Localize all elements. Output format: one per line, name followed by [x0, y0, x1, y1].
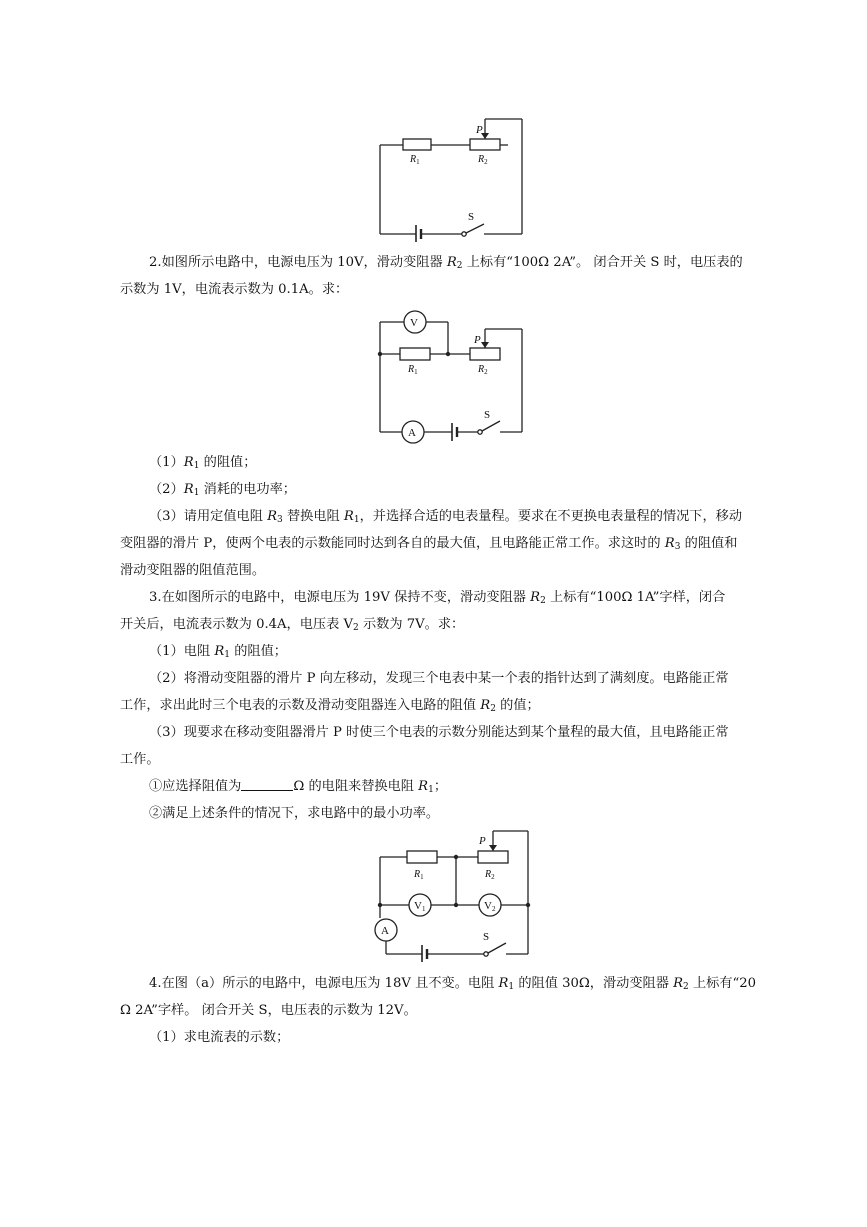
q4-sub1: （1）求电流表的示数； — [149, 1030, 290, 1045]
q3-sub1: （1）电阻 $R_1$ 的阻值； — [149, 644, 287, 660]
ammeter-label: A — [381, 925, 389, 937]
answer-blank — [241, 778, 293, 791]
label-p: P — [479, 835, 486, 847]
slider-arrow-icon — [489, 845, 497, 851]
circuit-diagram-1 — [372, 112, 532, 242]
junction-node — [454, 903, 458, 907]
label-r2: $R_2$ — [478, 364, 488, 376]
q2-sub2: $(2)R_1$ 消耗的电功率； — [149, 482, 296, 498]
label-r1: $R_1$ — [408, 364, 418, 376]
circuit-diagram-2 — [372, 305, 532, 445]
junction-node — [526, 903, 530, 907]
q3-sub3: （3）现要求在移动变阻器滑片 P 时使三个电表的示数分别能达到某个量程的最大值，且电路能正常 工作。 — [120, 725, 729, 767]
junction-node — [378, 352, 382, 356]
q2-stem: 2.如图所示电路中，电源电压为 10V，滑动变阻器 $R_2$ 上标有“100Ω 2A”。 闭合开关 S 时，电压表的 示数为 1V，电流表示数为 0.1A。求： — [120, 255, 743, 297]
label-r1: $R_1$ — [414, 869, 424, 881]
slider-arrow-icon — [481, 342, 489, 348]
label-r2: $R_2$ — [485, 869, 495, 881]
q3-sub2: （2）将滑动变阻器的滑片 P 向左移动，发现三个电表中某一个表的指针达到了满刻度。电路能正常 工作，求出此时三个电表的示数及滑动变阻器连入电路的阻值 $R_2$ 的值； — [120, 671, 729, 714]
label-s: S — [483, 931, 490, 943]
circuit-diagram-3 — [366, 827, 541, 962]
q4-stem: 4.在图（a）所示的电路中，电源电压为 18V 且不变。电阻 $R_1$ 的阻值 30Ω，滑动变阻器 $R_2$ 上标有“20 Ω 2A”字样。 闭合开关 S，电压表的示数为 12V。 — [120, 976, 757, 1018]
q3-choice1: ①应选择阻值为 Ω 的电阻来替换电阻 $R_1$； — [149, 779, 447, 795]
label-p: P — [476, 124, 483, 136]
label-s: S — [484, 409, 491, 421]
q3-stem: 3.在如图所示的电路中，电源电压为 19V 保持不变，滑动变阻器 $R_2$ 上标有“100Ω 1A”字样，闭合 开关后，电流表示数为 0.4A，电压表 $V_2$ 示数为 7V。求： — [120, 590, 726, 633]
ammeter-label: A — [408, 427, 416, 439]
circuit-2-svg — [372, 305, 532, 445]
junction-node — [446, 352, 450, 356]
voltmeter-2-label: V2 — [484, 900, 496, 913]
q2-sub1: $(1)R_1$ 的阻值； — [149, 455, 257, 471]
voltmeter-label: V — [410, 317, 418, 329]
circuit-1-svg — [372, 112, 532, 242]
q3-choice2: ②满足上述条件的情况下，求电路中的最小功率。 — [149, 806, 440, 821]
circuit-3-svg — [366, 827, 541, 962]
junction-node — [454, 855, 458, 859]
label-s: S — [468, 211, 475, 223]
junction-node — [378, 903, 382, 907]
label-r1: $R_1$ — [410, 154, 420, 166]
voltmeter-1-label: V1 — [414, 900, 426, 913]
q2-sub3: （3）请用定值电阻 $R_3$ 替换电阻 $R_1$，并选择合适的电表量程。要求在不更换电表量程的情况下，移动 变阻器的滑片 P，使两个电表的示数能同时达到各自的最大值，且电路能正常工作。求这时的 $R_3$ 的阻值和 滑动变阻器的阻值范围。 — [120, 509, 743, 578]
label-p: P — [474, 334, 481, 346]
label-r2: $R_2$ — [478, 154, 488, 166]
